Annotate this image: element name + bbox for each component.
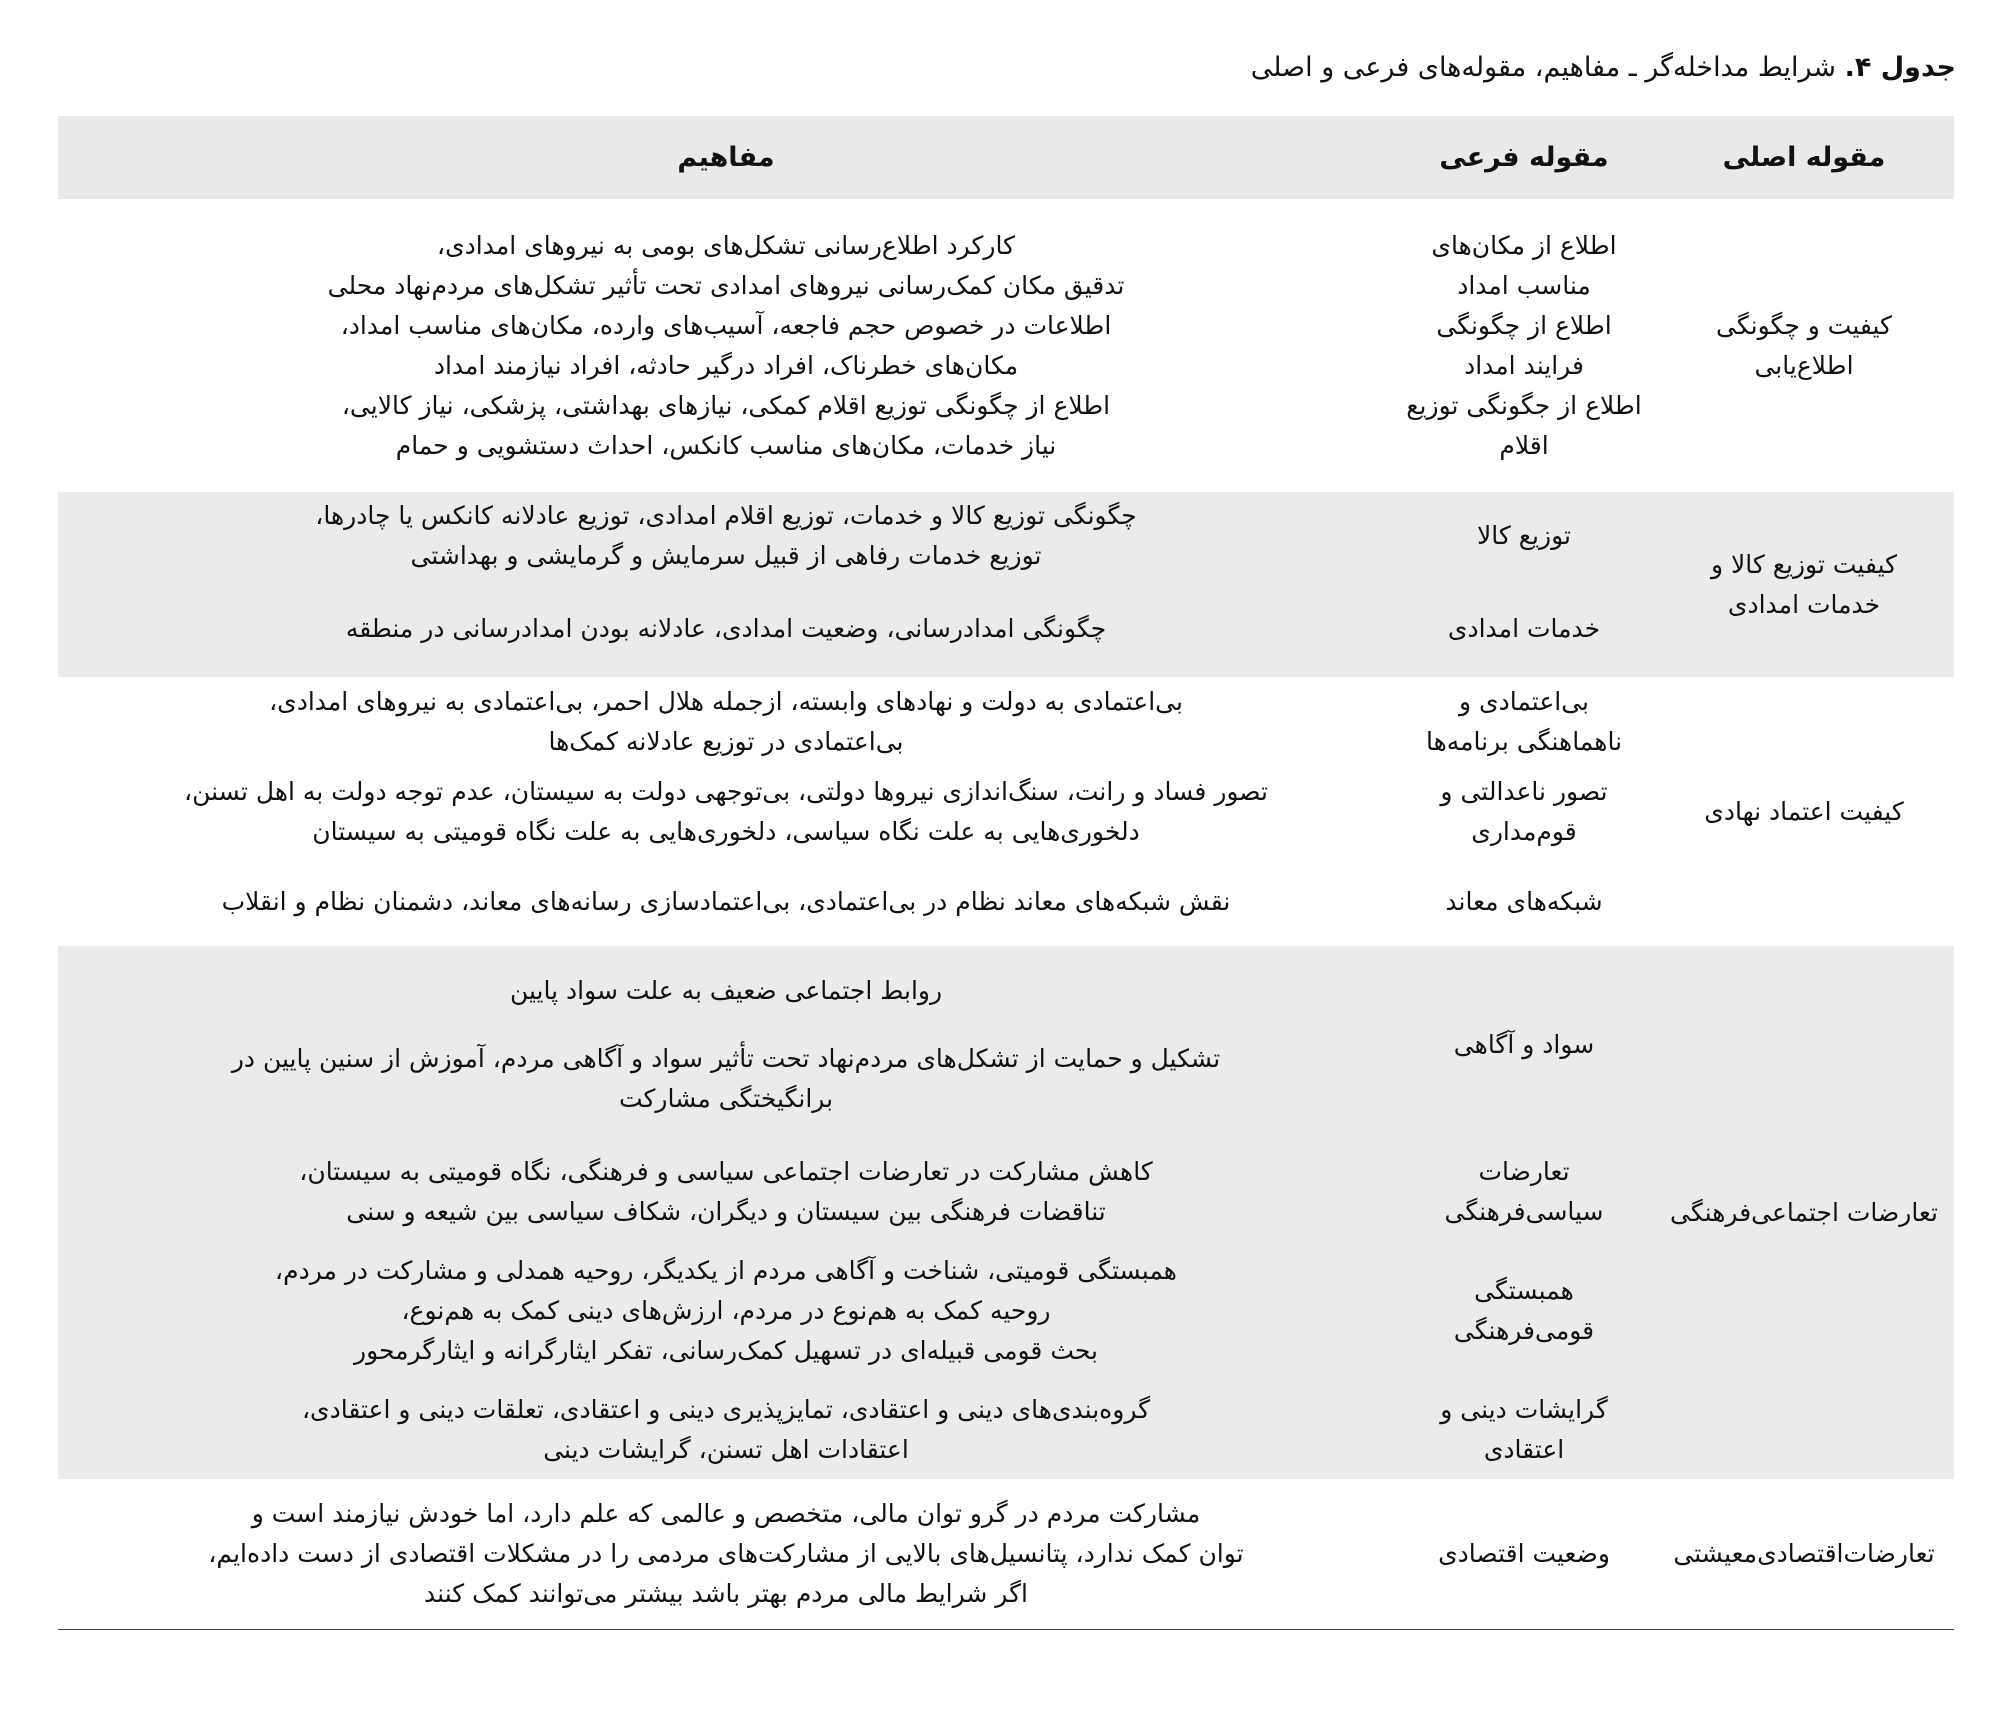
sub-category-line: اقلام xyxy=(1499,430,1549,460)
concept-line: توزیع خدمات رفاهی از قبیل سرمایش و گرمایشی و بهداشتی xyxy=(410,541,1042,570)
sub-category-cell xyxy=(1394,1479,1654,1629)
concept-line: اگر شرایط مالی مردم بهتر باشد بیشتر می‌توانند کمک کنند xyxy=(424,1578,1028,1608)
caption-text: شرایط مداخله‌گر ـ مفاهیم، مقوله‌های فرعی و اصلی xyxy=(1250,52,1845,83)
concepts-cell xyxy=(58,1479,1394,1629)
concept-line: تناقضات فرهنگی بین سیستان و دیگران، شکاف سیاسی بین شیعه و سنی xyxy=(346,1197,1106,1226)
concept-line: بی‌اعتمادی به دولت و نهادهای وابسته، ازجمله هلال احمر، بی‌اعتمادی به نیروهای امدادی، xyxy=(269,687,1183,716)
concept-line: نقش شبکه‌های معاند نظام در بی‌اعتمادی، بی‌اعتمادسازی رسانه‌های معاند، دشمنان نظام و انقلاب xyxy=(221,886,1231,916)
table-row xyxy=(58,199,1954,492)
sub-category-cell xyxy=(1394,857,1654,946)
table-row xyxy=(58,946,1954,1143)
concept-line: تشکیل و حمایت از تشکل‌های مردم‌نهاد تحت تأثیر سواد و آگاهی مردم، آموزش از سنین پایین در xyxy=(231,1043,1221,1073)
header-row xyxy=(58,116,1954,199)
concept-line: دلخوری‌هایی به علت نگاه سیاسی، دلخوری‌هایی به علت نگاه قومیتی به سیستان xyxy=(312,817,1140,846)
main-category-cell xyxy=(1654,492,1954,677)
sub-category-cell xyxy=(1394,677,1654,767)
concept-line: برانگیختگی مشارکت xyxy=(618,1083,834,1113)
table-row xyxy=(58,1479,1954,1629)
concept-line: بحث قومی قبیله‌ای در تسهیل کمک‌رسانی، تفکر ایثارگرانه و ایثارگرمحور xyxy=(354,1336,1098,1365)
sub-category-line: همبستگی xyxy=(1474,1276,1574,1305)
table-caption xyxy=(1251,48,1956,88)
concepts-table xyxy=(58,116,1954,1630)
main-category: کیفیت توزیع کالا و خدمات امدادی xyxy=(1710,549,1898,619)
concepts-cell xyxy=(58,1241,1394,1381)
concepts-cell xyxy=(58,580,1394,677)
main-category: کیفیت و چگونگی اطلاع‌یابی xyxy=(1716,310,1892,380)
concept-line: اطلاعات در خصوص حجم فاجعه، آسیب‌های وارده، مکان‌های مناسب امداد، xyxy=(340,310,1112,340)
concepts-cell xyxy=(58,857,1394,946)
concepts-cell xyxy=(58,946,1394,1143)
concept-line: توان کمک ندارد، پتانسیل‌های بالایی از مشارکت‌های مردمی را در مشکلات اقتصادی از دست داده‌ایم، xyxy=(208,1538,1244,1568)
sub-category-line: اطلاع از جگونگی توزیع xyxy=(1406,390,1642,420)
sub-category-cell xyxy=(1394,492,1654,580)
sub-category-line: قومی‌فرهنگی xyxy=(1453,1316,1595,1345)
main-category-cell xyxy=(1654,1479,1954,1629)
sub-category-line: سیاسی‌فرهنگی xyxy=(1444,1197,1604,1226)
concept-line: مکان‌های خطرناک، افراد درگیر حادثه، افراد نیازمند امداد xyxy=(433,350,1019,380)
concept-line: بی‌اعتمادی در توزیع عادلانه کمک‌ها xyxy=(548,727,904,756)
caption-label: جدول ۴. xyxy=(1844,52,1956,83)
header-concepts: مفاهیم xyxy=(58,116,1394,199)
main-category: تعارضات اجتماعی‌فرهنگی xyxy=(1670,1197,1938,1227)
sub-category-line: گرایشات دینی و xyxy=(1440,1395,1608,1424)
main-category-cell xyxy=(1654,677,1954,946)
concepts-cell xyxy=(58,199,1394,492)
sub-category-cell xyxy=(1394,1241,1654,1381)
concept-line: نیاز خدمات، مکان‌های مناسب کانکس، احداث دستشویی و حمام xyxy=(395,430,1057,460)
sub-category-line: قوم‌مداری xyxy=(1471,817,1577,846)
sub-category-line: خدمات امدادی xyxy=(1447,613,1601,643)
sub-category-cell xyxy=(1394,1381,1654,1479)
sub-category-line: وضعیت اقتصادی xyxy=(1438,1538,1610,1568)
main-category: تعارضات‌اقتصادی‌معیشتی xyxy=(1673,1538,1935,1568)
sub-category-line: اعتقادی xyxy=(1483,1435,1565,1464)
table-row xyxy=(58,492,1954,580)
concepts-cell xyxy=(58,677,1394,767)
sub-category-cell xyxy=(1394,767,1654,857)
sub-category-line: مناسب امداد xyxy=(1457,270,1591,300)
sub-category-line: فرایند امداد xyxy=(1464,350,1584,380)
concept-line: کارکرد اطلاع‌رسانی تشکل‌های بومی به نیروهای امدادی، xyxy=(437,230,1015,260)
concept-line: تدقیق مکان کمک‌رسانی نیروهای امدادی تحت تأثیر تشکل‌های مردم‌نهاد محلی xyxy=(327,270,1125,300)
main-category: کیفیت اعتماد نهادی xyxy=(1704,796,1904,826)
sub-category-line: تعارضات xyxy=(1478,1157,1570,1186)
sub-category-cell xyxy=(1394,1143,1654,1241)
sub-category-line: توزیع کالا xyxy=(1477,521,1571,550)
sub-category-cell xyxy=(1394,199,1654,492)
concept-line: گروه‌بندی‌های دینی و اعتقادی، تمایزپذیری دینی و اعتقادی، تعلقات دینی و اعتقادی، xyxy=(301,1395,1151,1424)
sub-category-line: سواد و آگاهی xyxy=(1453,1029,1595,1059)
concepts-cell xyxy=(58,1381,1394,1479)
concept-line: کاهش مشارکت در تعارضات اجتماعی سیاسی و فرهنگی، نگاه قومیتی به سیستان، xyxy=(299,1157,1153,1186)
concept-line: همبستگی قومیتی، شناخت و آگاهی مردم از یکدیگر، روحیه همدلی و مشارکت در مردم، xyxy=(275,1256,1177,1285)
main-category-cell xyxy=(1654,199,1954,492)
sub-category-line: اطلاع از مکان‌های xyxy=(1431,230,1617,260)
concept-line: تصور فساد و رانت، سنگ‌اندازی نیروها دولتی، بی‌توجهی دولت به سیستان، عدم توجه دولت به اهل تسنن، xyxy=(184,777,1268,806)
header-main-category: مقوله اصلی xyxy=(1654,116,1954,199)
concept-line: چگونگی امدادرسانی، وضعیت امدادی، عادلانه بودن امدادرسانی در منطقه xyxy=(345,613,1107,643)
concept-line: اعتقادات اهل تسنن، گرایشات دینی xyxy=(543,1435,909,1464)
concept-line: چگونگی توزیع کالا و خدمات، توزیع اقلام امدادی، توزیع عادلانه کانکس یا چادرها، xyxy=(315,501,1137,530)
sub-category-cell xyxy=(1394,580,1654,677)
header-sub-category: مقوله فرعی xyxy=(1394,116,1654,199)
sub-category-line: بی‌اعتمادی و xyxy=(1459,687,1589,716)
concepts-cell xyxy=(58,492,1394,580)
table-row xyxy=(58,677,1954,767)
main-category-cell xyxy=(1654,946,1954,1479)
sub-category-line: شبکه‌های معاند xyxy=(1445,886,1603,916)
concepts-cell xyxy=(58,767,1394,857)
concept-line: مشارکت مردم در گرو توان مالی، متخصص و عالمی که علم دارد، اما خودش نیازمند است و xyxy=(251,1498,1201,1528)
concept-line: اطلاع از چگونگی توزیع اقلام کمکی، نیازهای بهداشتی، پزشکی، نیاز کالایی، xyxy=(341,390,1111,420)
sub-category-line: اطلاع از چگونگی xyxy=(1436,310,1612,340)
concepts-cell xyxy=(58,1143,1394,1241)
sub-category-line: ناهماهنگی برنامه‌ها xyxy=(1425,727,1623,756)
concept-line: روحیه کمک به هم‌نوع در مردم، ارزش‌های دینی کمک به هم‌نوع، xyxy=(401,1296,1051,1325)
sub-category-line: تصور ناعدالتی و xyxy=(1440,777,1608,806)
sub-category-cell xyxy=(1394,946,1654,1143)
concept-line: روابط اجتماعی ضعیف به علت سواد پایین xyxy=(509,975,943,1005)
